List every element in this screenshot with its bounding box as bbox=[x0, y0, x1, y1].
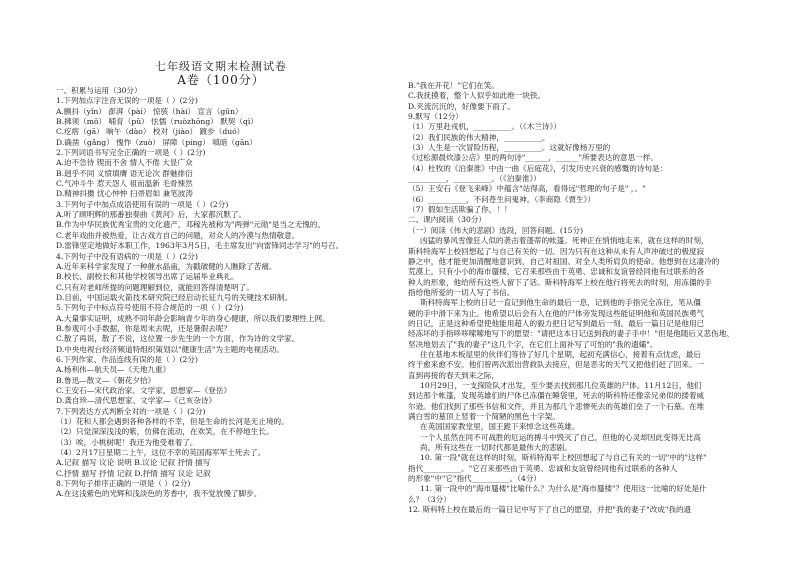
left-line: B.校长、副校长和其他学校领导出席了运届毕业典礼。 bbox=[56, 272, 239, 282]
left-line: A.杨利伟—航天员—《天地九重》 bbox=[56, 365, 171, 375]
left-line: D.确凿（gǎng） 愧怍（zuò） 屏障（píng） 嗔暗（gān） bbox=[56, 137, 257, 147]
right-line: 荒漠上，只有小小的海市蜃楼，它召来那些由于英勇、忠诚和友谊曾经同他有过联系的各 bbox=[408, 267, 705, 277]
left-line: D.中央电视台经济频道特组织策划以"健康生活"为主题的电视活动。 bbox=[56, 344, 284, 354]
right-line: 静之中，他才能更加清醒地意识到，自己对祖国、对全人类所肩负的使命。他想到在这凄冷的 bbox=[408, 256, 720, 266]
left-line: C.疙瘩（gā） 晌午（dào） 校对（jiào） 踱步（duó） bbox=[56, 127, 245, 137]
left-line: D.精神抖擞 忧心忡忡 扫帚眉如 兼笔波涛 bbox=[56, 189, 193, 199]
right-line: （7）假如生活欺骗了你，！！ bbox=[408, 205, 512, 215]
exam-title: 七年级语文期末检测试卷 bbox=[155, 60, 287, 73]
left-line: A.迫不急待 锲而不舍 情人不倦 大显广众 bbox=[56, 158, 193, 168]
right-line: （4）杜牧的《泊秦淮》中由一曲《后庭花》，引发历史兴衰的感慨的诗句是： bbox=[408, 163, 668, 173]
left-line: （4）2月17日星期二上午，这位不幸的英国海军军士死去了。 bbox=[56, 448, 266, 458]
right-line: __________，__________。（《泊秦淮》） bbox=[408, 174, 541, 184]
right-line: （一）阅读《伟大的悲剧》选段，回答问题。(15分) bbox=[408, 225, 584, 235]
right-line: 尚。所有这些在一切时代都是最伟大的悲剧。 bbox=[420, 443, 572, 453]
left-line: D.雷锋坚定地做好本职工作，1963年3月5日，毛主席发出"向雷锋同志学习"的号召。 bbox=[56, 241, 344, 251]
left-line: 6.下列作家、作品连线有误的是（ ）(2分) bbox=[56, 354, 198, 364]
right-line: 12. 斯科特上校在最后的一篇日记中写下了自己的愿望，并把"我的妻子"改成"我的遗 bbox=[408, 505, 692, 515]
left-line: A.在这浅紫色的光辉和浅淡色的芳香中，我不觉放慢了脚步。 bbox=[56, 489, 262, 499]
left-line: 一、积累与运用（30分） bbox=[56, 86, 142, 95]
left-line: 7.下列表达方式判断全对的一项是（ ）(2分) bbox=[56, 406, 206, 416]
right-line: （5）王安石《登飞来峰》中蕴含"站得高，看得远"哲理的句子是" ，。" bbox=[408, 184, 646, 194]
left-line: A.听了顾明辉的那番独奏曲《黄河》后，大家都沉默了。 bbox=[56, 210, 247, 220]
left-line: C.气冲斗牛 惹天怨人 祖而温新 毛骨悚然 bbox=[56, 179, 193, 189]
right-line: 指给他所爱的一切人写了书信。 bbox=[408, 287, 515, 297]
left-line: 2.下列词语书写完全正确的一项是（ ）(2分) bbox=[56, 148, 206, 158]
right-line: 终于愈来愈不安。他们曾两次派出营救队去接应，但是恶劣的天气又把他们赶了回来。一 bbox=[408, 360, 705, 370]
right-line: 指代__________。"它召来那些由于英勇、忠诚和友谊曾经同他有过联系的各种人 bbox=[408, 463, 678, 473]
right-line: B."我在开花！"它们在笑。 bbox=[408, 81, 499, 90]
left-line: B.拂须（mǒ） 哺育（pǔ） 怯懦（ruòzhōng） 默契（qì） bbox=[56, 117, 258, 127]
left-line: 3.下列句子中加点成语使用有误的一项是（ ）(2分) bbox=[56, 199, 229, 209]
right-column bbox=[408, 81, 738, 515]
right-line: C.我抚摸着，整个人似乎如此绝一块铁。 bbox=[408, 91, 546, 101]
right-line: 尔逊。他们找到了那些书信和文件，并且为那几个悲惨死去的英雄们垒了一个石墓。在堆 bbox=[408, 401, 705, 411]
left-line: A.大量事实证明，成熟不同年龄会影响青少年的身心健康，所以我们要理性上网。 bbox=[56, 313, 330, 323]
right-line: （3）人生是一次冒险历程，__________。这就好像杨万里的 bbox=[408, 143, 611, 153]
left-line: 5.下列句子中标点符号使用不符合规范的一项（ ）(2分) bbox=[56, 303, 244, 313]
right-line: （6）__________，不问苍生问鬼神。（李商隐《贾生》） bbox=[408, 194, 596, 204]
left-line: C.老年戏曲并被热爱，让古戏方自己的问题，对众人的冷漠与热情敬意。 bbox=[56, 230, 300, 240]
right-line: 硬的手中滑下来为止。他希望以后会有人在他的尸体旁发现这些能证明他和英国民族勇气 bbox=[408, 308, 705, 318]
right-line: 10月29日，一支探险队才出发，至少要去找到那几位英雄的尸体。11月12日，他们 bbox=[420, 380, 702, 390]
left-line: A.记叙 描写 议论 说明 B.议论 记叙 抒情 描写 bbox=[56, 458, 211, 468]
left-line: C.只有对老师所提的问题理解到位，就能回答得清楚明了。 bbox=[56, 282, 254, 292]
right-line: 9.默写（12分） bbox=[408, 112, 463, 122]
right-line: 《过松源晨炊漆公店》里的两句诗"______，______"所要表达的意思一样。 bbox=[408, 153, 658, 163]
right-line: （1）万里赴戎机，__________。（《木兰诗》） bbox=[408, 122, 561, 132]
left-line: （3）唉，小桃树呢！我还为他受难着了。 bbox=[56, 437, 198, 447]
left-line: D.龚自珍—清代思想家、文学家—《己亥杂诗》 bbox=[56, 396, 217, 406]
right-line: 11. 第一段中的"海市蜃楼"比喻什么？为什么是"海市蜃楼"？使用这一比喻的好处是什 bbox=[420, 484, 707, 494]
right-line: D.夹流沉沉的，好像要下雨了。 bbox=[408, 101, 515, 111]
right-line: 直到再接的春天到来之际， bbox=[408, 370, 500, 380]
right-line: 斯科特海军上校回想起了与自己有关的一切。因为只有在这种从未有人声冲破过的极度寂 bbox=[408, 246, 705, 256]
left-column bbox=[56, 86, 386, 500]
right-line: 二、课内阅读（30分） bbox=[408, 215, 487, 225]
right-line: 一个人虽然在同不可战胜的厄运的搏斗中毁灭了自己，但他的心灵却因此变得无比高 bbox=[420, 432, 701, 442]
right-line: 斯科特海军上校的日记一直记到他生命的最后一息，记到他的手指完全冻住，笔从僵 bbox=[420, 298, 701, 308]
left-line: D.目前，中国运载火箭技术研究院已经启动长征九号的关键技术研制。 bbox=[56, 292, 293, 302]
left-line: B.鲁迅—散文—《朝花夕拾》 bbox=[56, 375, 156, 385]
left-line: B.迥乎不同 义愤填膺 语无论次 群魅排衍 bbox=[56, 168, 193, 178]
left-line: C.抒情 描写 抒情 记叙 D.抒情 描写 议论 记叙 bbox=[56, 468, 211, 478]
right-line: 10. 第一段"就在这样的时刻，斯科特海军上校回想起了与自己有关的一切"中的"这样" bbox=[420, 453, 707, 463]
right-line: 种人的形象，他给所有这些人留下了话。斯科特海军上校在他行将死去的时刻，用冻僵的手 bbox=[408, 277, 712, 287]
left-line: C.王安石—宋代政治家、文学家、思想家—《登岳》 bbox=[56, 385, 232, 395]
right-line: 满白雪的墓顶上竖着一个简陋的黑色十字架。 bbox=[408, 412, 560, 421]
right-line: 在英国国家教堂里，国王跪下来悼念这些英雄。 bbox=[420, 422, 580, 432]
left-line: 8.下列句子排序正确的一项是（ ）(2分) bbox=[56, 479, 191, 489]
left-line: B.作为中华民族优秀宝贵的文化遗产，邓稼先被称为"两弹"元勋"是当之无愧的。 bbox=[56, 220, 326, 230]
left-line: （1）花和人都会遇到各种各样的不幸，但是生命的长河是无止境的。 bbox=[56, 417, 289, 426]
right-line: 经冻坏的手指哆哆嗦嗦地写下的愿望："请把这本日记送到我的妻子手中！"但是他随后又悲伤地、 bbox=[408, 329, 734, 339]
left-line: A.颤抖（yǐn） 澎湃（pài） 惊骇（hài） 宣言（gūn） bbox=[56, 106, 243, 116]
right-line: 的形象"中"它"指代__________。（4分） bbox=[408, 474, 542, 484]
right-line: 到达那个帐篷，发现英雄们的尸体已冻僵在睡袋里，死去的斯科特还像亲兄弟似的搂着威 bbox=[408, 391, 705, 401]
left-line: （2）只觉深深浅浅的紫，仿佛在流动，在欢笑，在不停地生长。 bbox=[56, 427, 274, 437]
right-line: 住在基地木板屋里的伙伴们等待了好几个星期，起初充满信心，接着有点忧虑，最后 bbox=[420, 349, 701, 359]
right-line: （2）我们民族的伟大精神，__________。 bbox=[408, 132, 550, 142]
exam-subtitle: A卷（100分） bbox=[177, 73, 265, 87]
left-line: 1.下列加点字注音无误的一项是（ ）(2分) bbox=[56, 96, 198, 106]
left-line: 4.下列句子中没有语病的一项是（ ）(2分) bbox=[56, 251, 198, 261]
right-line: 么？（3分） bbox=[408, 494, 451, 504]
left-line: B.参观可小手数据，你是周末去呢，还是暑假去呢？ bbox=[56, 323, 232, 333]
left-line: C.散了再说，散了不说，这位置一步先生的一个方面，作为诗的文学家。 bbox=[56, 334, 300, 344]
right-line: 坚决地划去了"我的妻子"这几个字，在它们上面补写了可怕的"我的遗孀"。 bbox=[408, 339, 658, 349]
right-line: 的日记，正是这种希望使他能用超人的毅力把日记写到最后一刻。最后一篇日记是他用已 bbox=[408, 318, 705, 328]
left-line: A.近年来科学家发现了一种催水晶蛊，为戳破健的人瞧除了苦痛。 bbox=[56, 261, 277, 271]
right-line: 凶猛的暴风雪像狂人似的袭击着蓬蒂的帐篷。死神正在悄悄地走来，就在这样的时刻， bbox=[420, 236, 709, 246]
